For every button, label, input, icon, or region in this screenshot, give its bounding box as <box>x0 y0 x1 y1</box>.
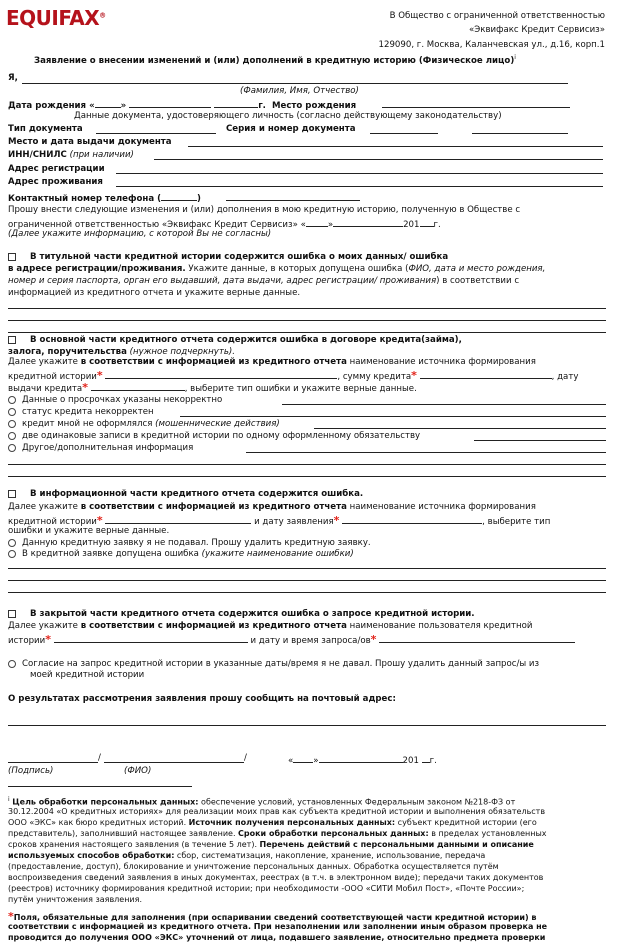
section2-line2: кредитной истории* , сумму кредита* , дату <box>8 369 579 382</box>
radio-icon <box>8 660 16 668</box>
footnote-line-8: воспроизведения сведений заявления в иных документах, реестрах (в т.ч. в электронном виде); передачи таких документов <box>8 873 544 882</box>
radio-icon <box>8 444 16 452</box>
inn-field[interactable] <box>154 159 603 160</box>
footnote-line-9: (реестров) источнику формирования кредитной истории; при необходимости -ООО «СИТИ Мобил Пост», «Почте России»; <box>8 884 525 893</box>
reg-address-field[interactable] <box>116 173 603 174</box>
section3-answer-line[interactable] <box>8 592 606 593</box>
radio-icon <box>8 420 16 428</box>
section3-option-1[interactable]: Данную кредитную заявку я не подавал. Прошу удалить кредитную заявку. <box>8 538 371 548</box>
section1-line3: информацией из кредитного отчета и укажите верные данные. <box>8 288 301 298</box>
section1-line1: в адресе регистрации/проживания. Укажите данные, в которых допущена ошибка (ФИО, дата и место рождения, <box>8 264 546 274</box>
radio-icon <box>8 550 16 558</box>
section4-option-line2: моей кредитной истории <box>30 670 145 680</box>
section3-line2: кредитной истории* и дату заявления* , выберите тип <box>8 514 551 527</box>
footnote-line-2: 30.12.2004 «О кредитных историях» для реализации моих прав как субъекта кредитной истории и выполнения обязательств <box>8 807 546 816</box>
section2-title: В основной части кредитного отчета содержится ошибка в договоре кредита(займа), <box>8 335 462 345</box>
radio-icon <box>8 408 16 416</box>
section2-option-3[interactable]: кредит мной не оформлялся (мошеннические действия) <box>8 419 280 429</box>
section1-checkbox[interactable] <box>8 253 16 261</box>
recipient-line2: «Эквифакс Кредит Сервисиз» <box>469 25 605 35</box>
section2-option-4[interactable]: две одинаковые записи в кредитной истории по одному оформленному обязательству <box>8 431 420 441</box>
section3-answer-line[interactable] <box>8 568 606 569</box>
postal-address-field[interactable] <box>8 725 606 726</box>
section2-line3: выдачи кредита* , выберите тип ошибки и укажите верные данные. <box>8 381 417 394</box>
section2-option-1[interactable]: Данные о просрочках указаны некорректно <box>8 395 222 405</box>
section1-answer-line[interactable] <box>8 332 606 333</box>
option-field[interactable] <box>180 416 606 417</box>
section4-title: В закрытой части кредитного отчета содержится ошибка о запросе кредитной истории. <box>8 609 475 619</box>
signature-field[interactable] <box>8 762 98 763</box>
required-note-2: соответствии с информацией из кредитного отчета. При незаполнении или заполнении иным образом проверка не <box>8 922 548 931</box>
slash: / <box>244 753 247 763</box>
request-line2: ограниченной ответственностью «Эквифакс Кредит Сервисиз» « » 201 г. <box>8 217 441 230</box>
inn-label: ИНН/СНИЛС (при наличии) <box>8 150 134 160</box>
option-field[interactable] <box>246 452 606 453</box>
request-line1: Прошу внести следующие изменения и (или) дополнения в мою кредитную историю, полученную в Обществе с <box>8 205 521 215</box>
section4-checkbox[interactable] <box>8 610 16 618</box>
footnote-line-3: ООО «ЭКС» как бюро кредитных историй. Источник получения персональных данных: субъект кредитной истории (его <box>8 818 537 827</box>
section2-title2: залога, поручительства (нужное подчеркнуть). <box>8 347 236 357</box>
section2-option-5[interactable]: Другое/дополнительная информация <box>8 443 193 453</box>
radio-icon <box>8 432 16 440</box>
section3-option-2[interactable]: В кредитной заявке допущена ошибка (укажите наименование ошибки) <box>8 549 354 559</box>
issue-label: Место и дата выдачи документа <box>8 137 172 147</box>
birthplace-field[interactable] <box>382 107 570 108</box>
section4-line1: Далее укажите в соответствии с информацией из кредитного отчета наименование пользователя кредитной <box>8 621 533 631</box>
section2-option-2[interactable]: статус кредита некорректен <box>8 407 154 417</box>
section3-title: В информационной части кредитного отчета содержится ошибка. <box>8 489 363 499</box>
option-field[interactable] <box>282 404 606 405</box>
section3-line3: ошибки и укажите верные данные. <box>8 526 170 536</box>
footnote-divider <box>8 786 192 787</box>
section1-answer-line[interactable] <box>8 320 606 321</box>
option-field[interactable] <box>314 428 606 429</box>
section3-line1: Далее укажите в соответствии с информацией из кредитного отчета наименование источника формирования <box>8 502 536 512</box>
page-title: Заявление о внесении изменений и (или) дополнений в кредитную историю (Физическое лицо)$^i$ <box>34 54 516 66</box>
section1-answer-line[interactable] <box>8 308 606 309</box>
section4-option[interactable]: Согласие на запрос кредитной истории в указанные даты/время я не давал. Прошу удалить данный запрос/ы из <box>8 659 539 669</box>
live-address-label: Адрес проживания <box>8 177 103 187</box>
phone-field[interactable] <box>226 200 360 201</box>
request-hint: (Далее укажите информацию, с которой Вы не согласны) <box>8 229 272 239</box>
results-label: О результатах рассмотрения заявления прошу сообщить на почтовый адрес: <box>8 694 396 704</box>
section1-title: В титульной части кредитной истории содержится ошибка о моих данных/ ошибка <box>8 252 448 262</box>
option-field[interactable] <box>474 440 606 441</box>
i-label: Я, <box>8 73 18 83</box>
fio-field[interactable] <box>22 83 568 84</box>
fio-signature-field[interactable] <box>104 762 244 763</box>
doc-type-label: Тип документа <box>8 124 83 134</box>
footnote-line-1: $^i$ Цель обработки персональных данных: обеспечение условий, установленных Федеральным законом №218-ФЗ от <box>8 796 516 807</box>
footnote-line-7: (предоставление, доступ), блокирование и уничтожение персональных данных. Обработка осуществляется путём <box>8 862 499 871</box>
required-note-3: проводится до получения ООО «ЭКС» уточнений от лица, подавшего заявление, относительно предмета проверки <box>8 933 546 942</box>
recipient-address: 129090, г. Москва, Каланчевская ул., д.16, корп.1 <box>378 40 605 50</box>
footnote-line-6: используемых способов обработки: сбор, систематизация, накопление, хранение, использование, передача <box>8 851 486 860</box>
doc-type-field[interactable] <box>96 133 216 134</box>
footnote-line-10: путём уничтожения заявления. <box>8 895 142 904</box>
dob-label: Дата рождения « » г. Место рождения <box>8 98 356 111</box>
sign-hint: (Подпись) <box>8 766 54 776</box>
doc-series-label: Серия и номер документа <box>226 124 356 134</box>
fio-hint: (Фамилия, Имя, Отчество) <box>240 86 359 96</box>
section2-answer-line[interactable] <box>8 476 606 477</box>
section2-checkbox[interactable] <box>8 336 16 344</box>
footnote-line-4: представитель), заполнивший настоящее заявление. Сроки обработки персональных данных: в пределах установленных <box>8 829 547 838</box>
section4-line2: истории* и дату и время запроса/ов* <box>8 633 575 646</box>
signature-date: « » 201 г. <box>288 753 437 766</box>
section2-line1: Далее укажите в соответствии с информацией из кредитного отчета наименование источника формирования <box>8 357 536 367</box>
phone-label: Контактный номер телефона ( ) <box>8 191 201 204</box>
live-address-field[interactable] <box>116 186 603 187</box>
doc-number-field[interactable] <box>472 133 568 134</box>
equifax-logo: EQUIFAX® <box>6 6 106 30</box>
radio-icon <box>8 539 16 547</box>
issue-field[interactable] <box>188 146 603 147</box>
section1-line2: номер и серия паспорта, орган его выдавший, дата выдачи, адрес регистрации/ проживания) в соответствии с <box>8 276 520 286</box>
reg-address-label: Адрес регистрации <box>8 164 105 174</box>
section3-answer-line[interactable] <box>8 580 606 581</box>
fio-hint-sign: (ФИО) <box>124 766 152 776</box>
id-doc-hint: Данные документа, удостоверяющего личность (согласно действующему законодательству) <box>74 111 502 121</box>
recipient-line1: В Общество с ограниченной ответственностью <box>389 11 605 21</box>
section2-answer-line[interactable] <box>8 464 606 465</box>
radio-icon <box>8 396 16 404</box>
section3-checkbox[interactable] <box>8 490 16 498</box>
footnote-line-5: сроков хранения настоящего заявления (в течение 5 лет). Перечень действий с персональными данными и описание <box>8 840 534 849</box>
slash: / <box>98 753 101 763</box>
doc-series-field[interactable] <box>370 133 438 134</box>
required-note-1: *Поля, обязательные для заполнения (при оспаривании сведений соответствующей части кредитной истории) в <box>8 910 537 923</box>
